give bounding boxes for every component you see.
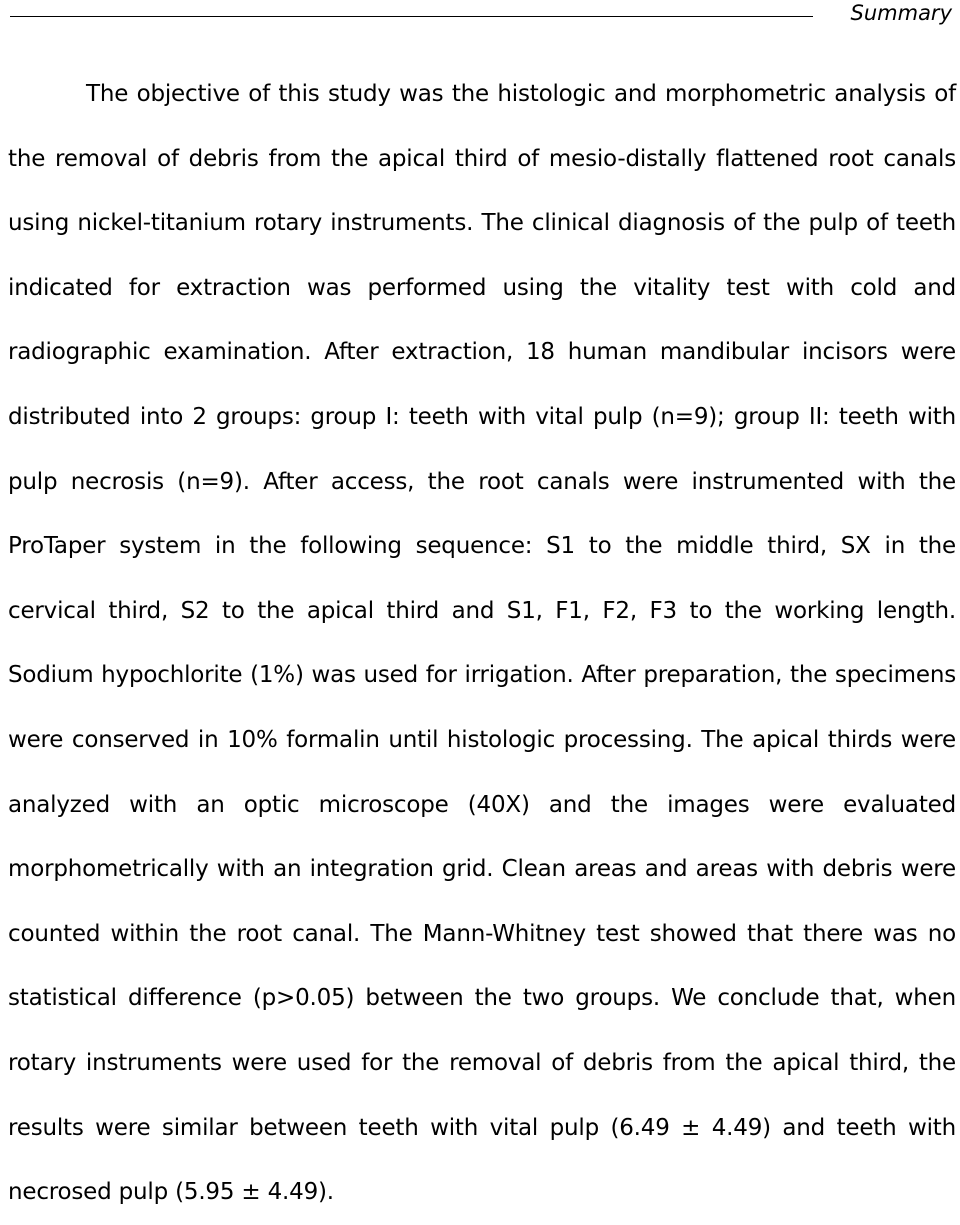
- summary-paragraph: The objective of this study was the histologic and morphometric analysis of the removal of debris from the apical third of mesio-distally flattened root canals using nickel-titanium rotary instruments. The clinical diagnosis of the pulp of teeth indicated for extraction was performed using the vitality test with cold and radiographic examination. After extraction, 18 human mandibular incisors were distributed into 2 groups: group I: teeth with vital pulp (n=9); group II: teeth with pulp necrosis (n=9). After access, the root canals were instrumented with the ProTaper system in the following sequence: S1 to the middle third, SX in the cervical third, S2 to the apical third and S1, F1, F2, F3 to the working length. Sodium hypochlorite (1%) was used for irrigation. After preparation, the specimens were conserved in 10% formalin until histologic processing. The apical thirds were analyzed with an optic microscope (40X) and the images were evaluated morphometrically with an integration grid. Clean areas and areas with debris were counted within the root canal. The Mann-Whitney test showed that there was no statistical difference (p>0.05) between the two groups. We conclude that, when rotary instruments were used for the removal of debris from the apical third, the results were similar between teeth with vital pulp (6.49 ± 4.49) and teeth with necrosed pulp (5.95 ± 4.49).: [8, 81, 956, 1206]
- header-rule: [10, 16, 813, 17]
- section-title: Summary: [850, 1, 952, 25]
- page-header: [0, 0, 960, 34]
